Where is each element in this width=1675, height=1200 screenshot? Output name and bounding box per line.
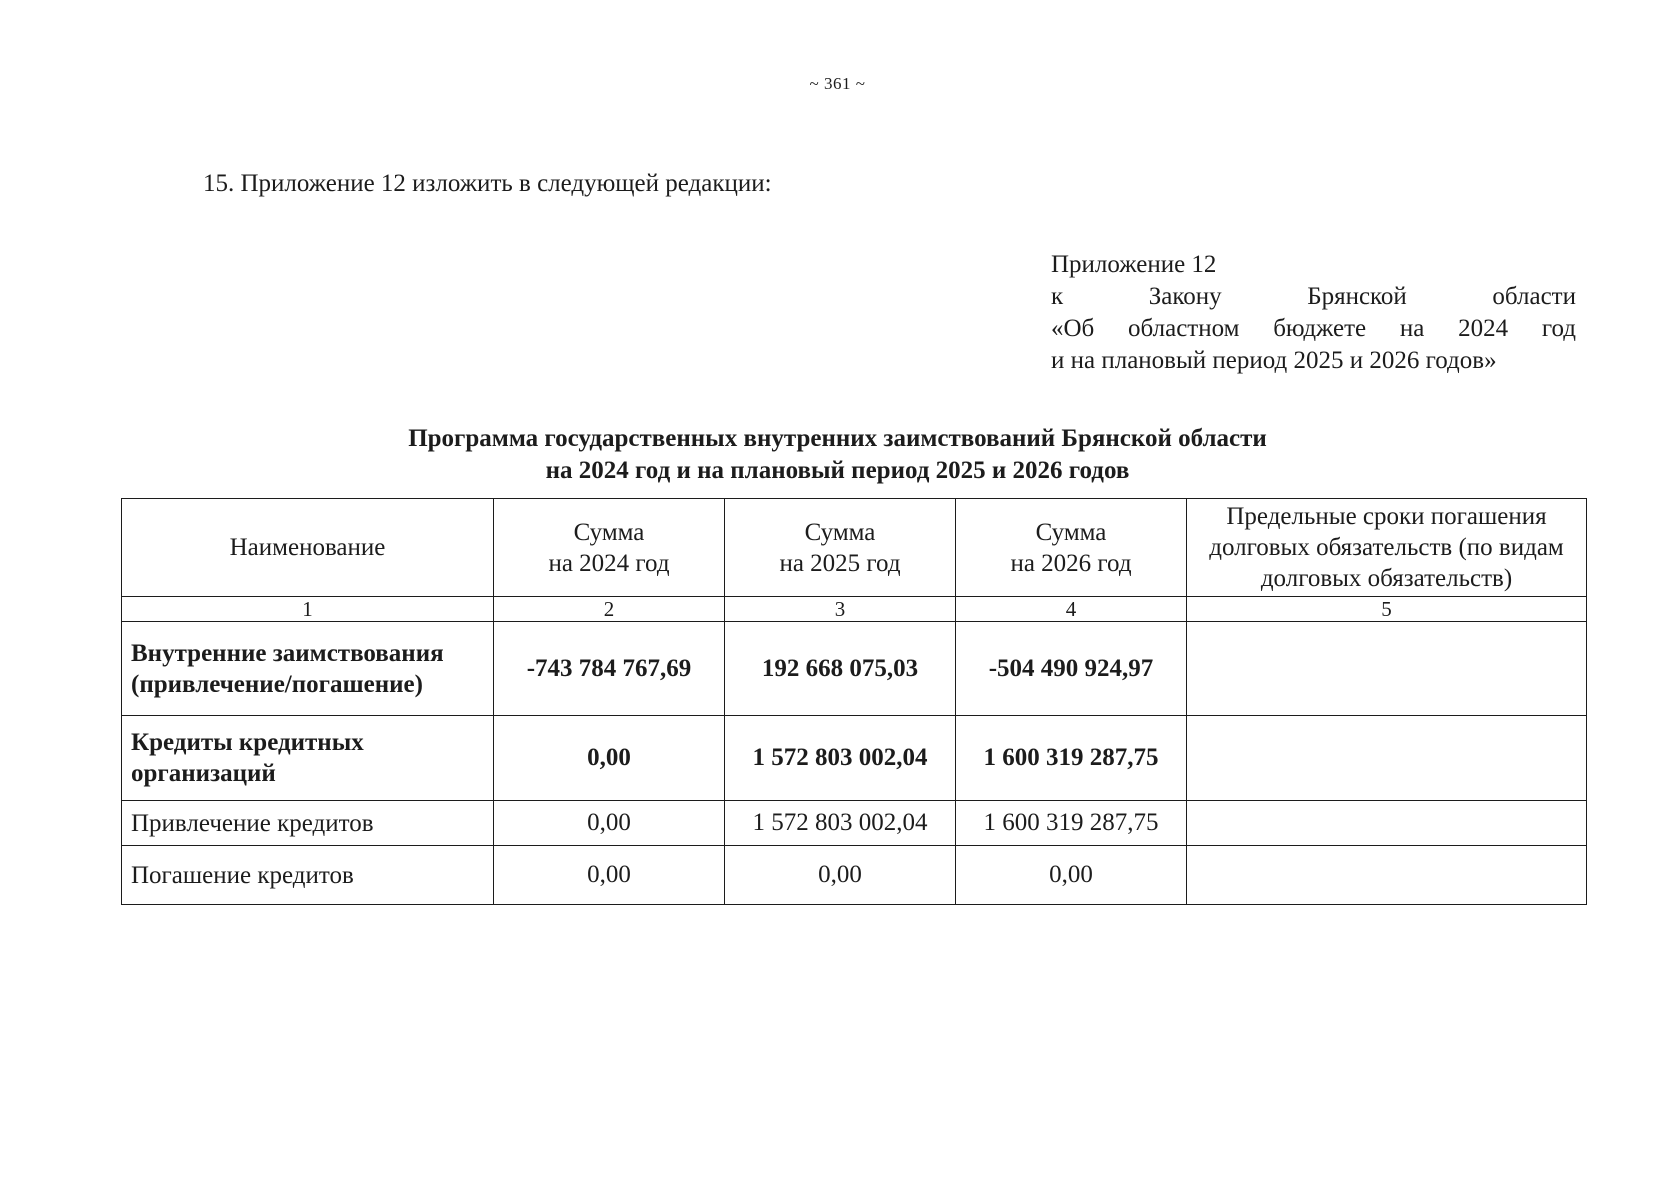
column-number: 4 bbox=[956, 597, 1187, 622]
cell-sum-2026: 1 600 319 287,75 bbox=[956, 716, 1187, 801]
cell-sum-2026: 0,00 bbox=[956, 846, 1187, 905]
annex-law-line: к Закону Брянской области bbox=[1051, 283, 1576, 310]
cell-sum-2024: 0,00 bbox=[494, 846, 725, 905]
column-number-row bbox=[122, 597, 1587, 622]
header-sum-2024-label: Сумма bbox=[573, 518, 645, 546]
cell-sum-2025: 192 668 075,03 bbox=[725, 622, 956, 716]
table-row bbox=[122, 801, 1587, 846]
amendment-instruction: 15. Приложение 12 изложить в следующей редакции: bbox=[203, 170, 772, 197]
header-sum-2025 bbox=[725, 499, 956, 597]
header-sum-2025-year: на 2025 год bbox=[779, 549, 901, 577]
header-name: Наименование bbox=[122, 499, 494, 597]
cell-sum-2025: 0,00 bbox=[725, 846, 956, 905]
header-sum-2025-label: Сумма bbox=[804, 518, 876, 546]
annex-reference bbox=[1051, 249, 1576, 377]
cell-sum-2026: -504 490 924,97 bbox=[956, 622, 1187, 716]
borrowings-table bbox=[121, 498, 1587, 905]
header-repayment-terms: Предельные сроки погашения долговых обязательств (по видам долговых обязательств) bbox=[1187, 499, 1587, 597]
cell-sum-2025: 1 572 803 002,04 bbox=[725, 716, 956, 801]
row-name: Привлечение кредитов bbox=[122, 801, 494, 846]
table-header-row bbox=[122, 499, 1587, 597]
annex-budget-line: «Об областном бюджете на 2024 год bbox=[1051, 315, 1576, 342]
header-sum-2026-label: Сумма bbox=[1035, 518, 1107, 546]
header-sum-2026-year: на 2026 год bbox=[1010, 549, 1132, 577]
page-number: ~ 361 ~ bbox=[809, 74, 866, 93]
cell-repayment-terms bbox=[1187, 716, 1587, 801]
column-number: 5 bbox=[1187, 597, 1587, 622]
document-title bbox=[0, 423, 1675, 487]
cell-sum-2024: 0,00 bbox=[494, 716, 725, 801]
title-line-2: на 2024 год и на плановый период 2025 и 2026 годов bbox=[545, 457, 1130, 484]
cell-sum-2024: -743 784 767,69 bbox=[494, 622, 725, 716]
annex-period-line: и на плановый период 2025 и 2026 годов» bbox=[1051, 347, 1497, 374]
cell-repayment-terms bbox=[1187, 846, 1587, 905]
row-name: Кредиты кредитных организаций bbox=[122, 716, 494, 801]
row-name: Внутренние заимствования (привлечение/погашение) bbox=[122, 622, 494, 716]
title-line-1: Программа государственных внутренних заимствований Брянской области bbox=[408, 425, 1267, 452]
column-number: 2 bbox=[494, 597, 725, 622]
cell-repayment-terms bbox=[1187, 801, 1587, 846]
cell-sum-2026: 1 600 319 287,75 bbox=[956, 801, 1187, 846]
cell-repayment-terms bbox=[1187, 622, 1587, 716]
annex-title: Приложение 12 bbox=[1051, 251, 1217, 278]
row-name: Погашение кредитов bbox=[122, 846, 494, 905]
column-number: 1 bbox=[122, 597, 494, 622]
table-row bbox=[122, 846, 1587, 905]
header-sum-2024-year: на 2024 год bbox=[548, 549, 670, 577]
header-sum-2026 bbox=[956, 499, 1187, 597]
cell-sum-2024: 0,00 bbox=[494, 801, 725, 846]
table-row bbox=[122, 716, 1587, 801]
cell-sum-2025: 1 572 803 002,04 bbox=[725, 801, 956, 846]
table-row bbox=[122, 622, 1587, 716]
header-sum-2024 bbox=[494, 499, 725, 597]
column-number: 3 bbox=[725, 597, 956, 622]
